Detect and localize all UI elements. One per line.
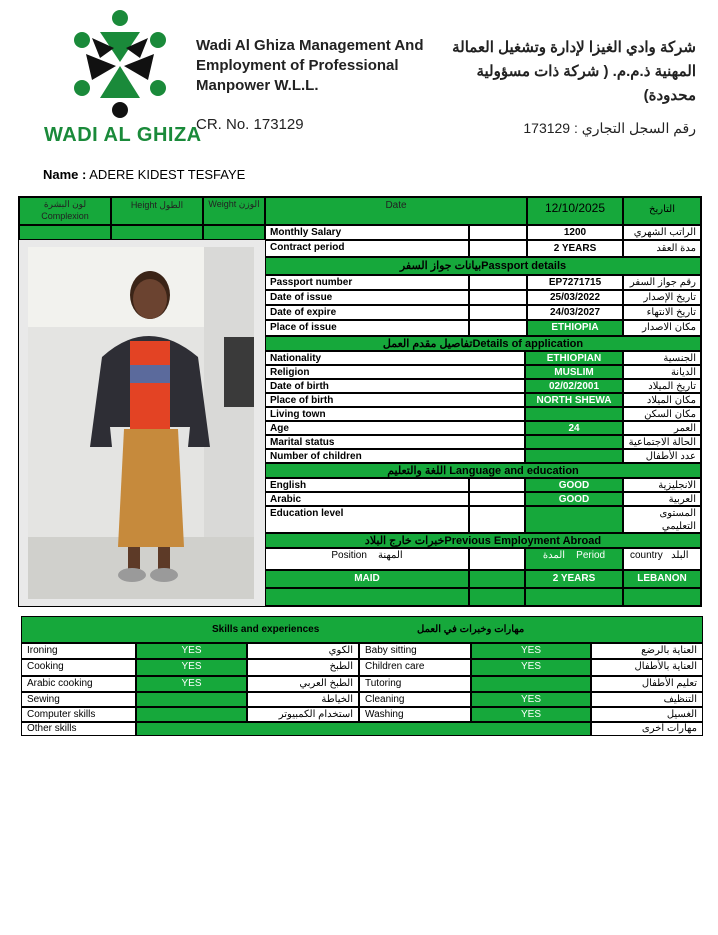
skill-children-care-label: Children care [359, 659, 471, 676]
applicant-photo [28, 247, 254, 599]
skill-cleaning-value: YES [471, 692, 591, 707]
other-skills-ar: مهارات أخرى [591, 722, 703, 736]
english-blank [469, 478, 525, 492]
date-label: Date [265, 197, 527, 225]
english-value: GOOD [525, 478, 623, 492]
applicant-name: Name : ADERE KIDEST TESFAYE [43, 167, 246, 182]
abroad-entry-period: 2 YEARS [525, 570, 623, 588]
cr-number-en: CR. No. 173129 [196, 116, 304, 133]
skill-ironing-label: Ironing [21, 643, 136, 659]
education-level-value [525, 506, 623, 533]
place-of-birth-label: Place of birth [265, 393, 525, 407]
monthly-salary-blank [469, 225, 527, 240]
date-of-issue-label: Date of issue [265, 290, 469, 305]
children-value [525, 449, 623, 463]
place-of-birth-ar: مكان الميلاد [623, 393, 701, 407]
children-ar: عدد الأطفال [623, 449, 701, 463]
contract-period-value: 2 YEARS [527, 240, 623, 257]
height-value [111, 225, 203, 240]
abroad-empty-1 [265, 588, 469, 606]
skill-children-care-value: YES [471, 659, 591, 676]
date-of-issue-blank [469, 290, 527, 305]
abroad-entry-blank [469, 570, 525, 588]
skill-ironing-value: YES [136, 643, 247, 659]
date-of-issue-value: 25/03/2022 [527, 290, 623, 305]
date-of-issue-ar: تاريخ الإصدار [623, 290, 701, 305]
date-value: 12/10/2025 [527, 197, 623, 225]
skill-washing-ar: الغسيل [591, 707, 703, 722]
contract-period-ar: مدة العقد [623, 240, 701, 257]
passport-number-label: Passport number [265, 275, 469, 290]
age-label: Age [265, 421, 525, 435]
skill-computer-ar: استخدام الكمبيوتر [247, 707, 359, 722]
skill-washing-label: Washing [359, 707, 471, 722]
skill-cooking-ar: الطبخ [247, 659, 359, 676]
religion-label: Religion [265, 365, 525, 379]
nationality-value: ETHIOPIAN [525, 351, 623, 365]
abroad-section-title: خبرات خارج البلادPrevious Employment Abroad [265, 533, 701, 548]
living-town-value [525, 407, 623, 421]
height-header: Height الطول [111, 197, 203, 225]
abroad-period-header: المدة Period [525, 548, 623, 570]
place-of-issue-label: Place of issue [265, 320, 469, 336]
contract-period-blank [469, 240, 527, 257]
date-of-birth-ar: تاريخ الميلاد [623, 379, 701, 393]
arabic-value: GOOD [525, 492, 623, 506]
skill-sewing-label: Sewing [21, 692, 136, 707]
religion-ar: الديانة [623, 365, 701, 379]
abroad-entry-position: MAID [265, 570, 469, 588]
skill-tutoring-value [471, 676, 591, 692]
photo-illustration [28, 247, 254, 599]
application-section-title: تفاصيل مقدم العملDetails of application [265, 336, 701, 351]
company-name-en: Wadi Al Ghiza Management And Employment of Professional Manpower W.L.L. [196, 37, 424, 94]
english-label: English [265, 478, 469, 492]
date-of-birth-value: 02/02/2001 [525, 379, 623, 393]
skill-sewing-ar: الخياطة [247, 692, 359, 707]
language-section-title: اللغة والتعليم Language and education [265, 463, 701, 478]
other-skills-label: Other skills [21, 722, 136, 736]
contract-period-label: Contract period [265, 240, 469, 257]
skill-tutoring-label: Tutoring [359, 676, 471, 692]
date-of-birth-label: Date of birth [265, 379, 525, 393]
skill-computer-label: Computer skills [21, 707, 136, 722]
abroad-empty-4 [623, 588, 701, 606]
date-ar: التاريخ [623, 197, 701, 225]
arabic-label: Arabic [265, 492, 469, 506]
english-ar: الانجليزية [623, 478, 701, 492]
marital-status-ar: الحالة الاجتماعية [623, 435, 701, 449]
passport-section-title: بيانات جواز السفرPassport details [265, 257, 701, 275]
date-of-expire-blank [469, 305, 527, 320]
complexion-header: لون البشرة Complexion [19, 197, 111, 225]
skill-arabic-cooking-label: Arabic cooking [21, 676, 136, 692]
abroad-empty-2 [469, 588, 525, 606]
living-town-label: Living town [265, 407, 525, 421]
date-of-expire-ar: تاريخ الانتهاء [623, 305, 701, 320]
skill-cleaning-label: Cleaning [359, 692, 471, 707]
abroad-entry-country: LEBANON [623, 570, 701, 588]
skill-baby-sitting-ar: العناية بالرضع [591, 643, 703, 659]
marital-status-value [525, 435, 623, 449]
education-level-label: Education level [265, 506, 469, 533]
company-name-ar: شركة وادي الغيزا لإدارة وتشغيل العمالة المهنية ذ.م.م. ( شركة ذات مسؤولية محدودة) [452, 39, 696, 104]
complexion-value [19, 225, 111, 240]
age-value: 24 [525, 421, 623, 435]
passport-number-value: EP7271715 [527, 275, 623, 290]
religion-value: MUSLIM [525, 365, 623, 379]
abroad-empty-3 [525, 588, 623, 606]
company-logo [70, 8, 170, 120]
nationality-ar: الجنسية [623, 351, 701, 365]
abroad-header-blank [469, 548, 525, 570]
place-of-issue-ar: مكان الاصدار [623, 320, 701, 336]
age-ar: العمر [623, 421, 701, 435]
monthly-salary-label: Monthly Salary [265, 225, 469, 240]
living-town-ar: مكان السكن [623, 407, 701, 421]
passport-number-blank [469, 275, 527, 290]
arabic-ar: العربية [623, 492, 701, 506]
education-level-ar: المستوى التعليمي [623, 506, 701, 533]
skill-baby-sitting-value: YES [471, 643, 591, 659]
place-of-issue-blank [469, 320, 527, 336]
weight-value [203, 225, 265, 240]
skill-tutoring-ar: تعليم الأطفال [591, 676, 703, 692]
skill-ironing-ar: الكوي [247, 643, 359, 659]
abroad-country-header: country البلد [623, 548, 701, 570]
date-of-expire-value: 24/03/2027 [527, 305, 623, 320]
skill-arabic-cooking-ar: الطبخ العربي [247, 676, 359, 692]
place-of-birth-value: NORTH SHEWA [525, 393, 623, 407]
skill-children-care-ar: العناية بالأطفال [591, 659, 703, 676]
nationality-label: Nationality [265, 351, 525, 365]
skill-cooking-label: Cooking [21, 659, 136, 676]
monthly-salary-ar: الراتب الشهري [623, 225, 701, 240]
passport-number-ar: رقم جواز السفر [623, 275, 701, 290]
skill-baby-sitting-label: Baby sitting [359, 643, 471, 659]
monthly-salary-value: 1200 [527, 225, 623, 240]
logo-wordmark: WADI AL GHIZA [44, 124, 202, 146]
cr-number-ar: رقم السجل التجاري : 173129 [523, 120, 696, 136]
skill-cooking-value: YES [136, 659, 247, 676]
marital-status-label: Marital status [265, 435, 525, 449]
other-skills-value [136, 722, 591, 736]
skill-computer-value [136, 707, 247, 722]
place-of-issue-value: ETHIOPIA [527, 320, 623, 336]
date-of-expire-label: Date of expire [265, 305, 469, 320]
children-label: Number of children [265, 449, 525, 463]
skill-arabic-cooking-value: YES [136, 676, 247, 692]
weight-header: Weight الوزن [203, 197, 265, 225]
arabic-blank [469, 492, 525, 506]
abroad-position-header: Position المهنة [265, 548, 469, 570]
skill-cleaning-ar: التنظيف [591, 692, 703, 707]
skill-sewing-value [136, 692, 247, 707]
skill-washing-value: YES [471, 707, 591, 722]
education-level-blank [469, 506, 525, 533]
skills-section-title: Skills and experiences مهارات وخبرات في العمل [21, 616, 703, 643]
